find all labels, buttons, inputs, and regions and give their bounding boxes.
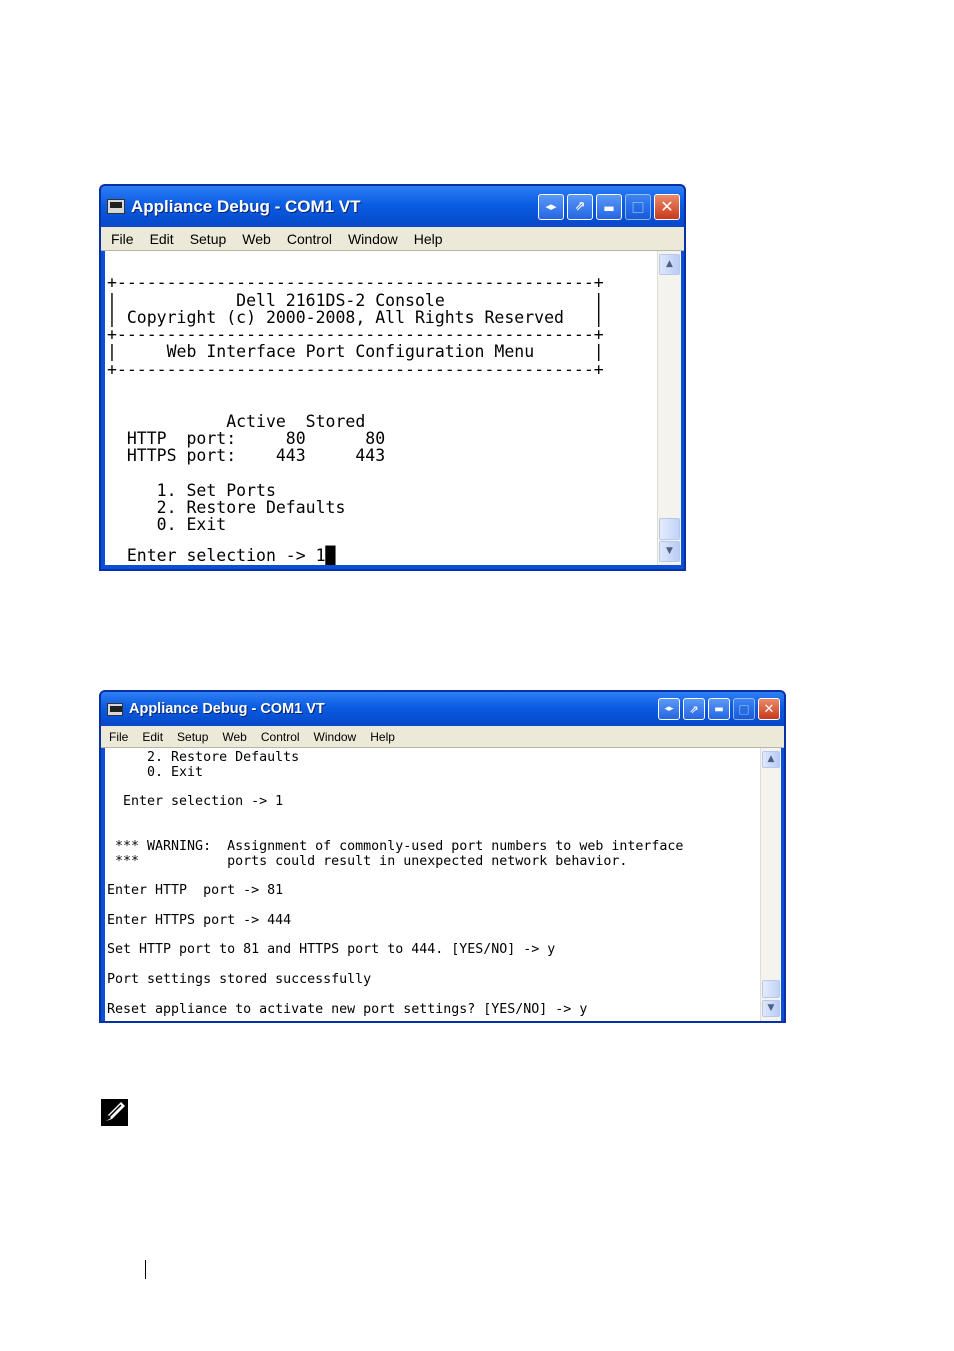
terminal-line: +------------------------------------------------+ [107, 359, 604, 379]
terminal-line: 0. Exit [107, 764, 204, 780]
menu-help[interactable]: Help [413, 230, 443, 247]
terminal-line: Active Stored [107, 411, 366, 431]
menu-web[interactable]: Web [222, 729, 247, 744]
terminal-output [107, 751, 683, 1017]
vt-terminal-icon [107, 199, 125, 214]
vertical-scrollbar[interactable] [760, 748, 781, 1021]
terminal-line: 0. Exit [107, 515, 227, 535]
menu-setup[interactable]: Setup [189, 230, 227, 247]
terminal-line: | Copyright (c) 2000-2008, All Rights Reserved | [107, 307, 604, 327]
switch-arrows-button[interactable]: ◂▸ [658, 698, 680, 720]
vertical-scrollbar[interactable] [657, 251, 681, 565]
terminal-line: +------------------------------------------------+ [107, 273, 604, 293]
detach-button[interactable]: ⇗ [683, 698, 705, 720]
menu-bar [101, 227, 684, 251]
scroll-thumb[interactable] [659, 518, 680, 540]
window-title: Appliance Debug - COM1 VT [131, 196, 361, 216]
window-title: Appliance Debug - COM1 VT [129, 701, 325, 717]
terminal-line: 1. Set Ports [107, 480, 276, 500]
menu-file[interactable]: File [111, 230, 134, 247]
menu-control[interactable]: Control [260, 729, 300, 744]
terminal-line: +------------------------------------------------+ [107, 325, 604, 345]
close-button[interactable]: ✕ [654, 194, 680, 220]
menu-window[interactable]: Window [313, 729, 357, 744]
terminal-line: HTTP port: 80 80 [107, 428, 386, 448]
menu-help[interactable]: Help [370, 729, 395, 744]
text-cursor: █ [325, 546, 336, 565]
close-button[interactable]: ✕ [758, 698, 780, 720]
terminal-line: 2. Restore Defaults [107, 498, 346, 518]
scroll-up-button[interactable]: ▲ [659, 254, 680, 275]
terminal-output [107, 257, 604, 534]
menu-control[interactable]: Control [286, 230, 332, 247]
terminal-line: Enter HTTPS port -> 444 [107, 912, 292, 928]
maximize-button[interactable]: □ [625, 194, 651, 220]
terminal-screen[interactable] [105, 251, 657, 565]
terminal-line: Set HTTP port to 81 and HTTPS port to 444. [YES/NO] -> y [107, 942, 556, 958]
terminal-line: Port settings stored successfully [107, 971, 372, 987]
minimize-button[interactable]: ▬ [708, 698, 730, 720]
maximize-button[interactable]: □ [733, 698, 755, 720]
page-footer-rule [145, 1260, 146, 1279]
terminal-line: HTTPS port: 443 443 [107, 446, 386, 466]
menu-web[interactable]: Web [242, 230, 271, 247]
scroll-up-button[interactable]: ▲ [762, 751, 780, 768]
menu-file[interactable]: File [109, 729, 129, 744]
vt-terminal-icon [107, 703, 123, 716]
menu-edit[interactable]: Edit [142, 729, 164, 744]
terminal-window-bottom [99, 690, 786, 1023]
menu-window[interactable]: Window [347, 230, 398, 247]
scroll-down-button[interactable]: ▼ [762, 1000, 780, 1017]
terminal-line: *** WARNING: Assignment of commonly-used port numbers to web interface [107, 838, 684, 854]
terminal-line: 2. Restore Defaults [107, 750, 300, 765]
terminal-line: Enter selection -> 1 [107, 794, 284, 810]
terminal-window-top [99, 184, 686, 571]
selection-prompt: Enter selection -> 1█ [107, 546, 336, 565]
minimize-button[interactable]: ▬ [596, 194, 622, 220]
title-bar[interactable] [101, 692, 784, 726]
terminal-line: | Web Interface Port Configuration Menu | [107, 342, 604, 362]
scroll-down-button[interactable]: ▼ [659, 541, 680, 562]
terminal-line: *** ports could result in unexpected network behavior. [107, 853, 628, 869]
terminal-line: Reset appliance to activate new port settings? [YES/NO] -> y [107, 1001, 588, 1017]
terminal-line: | Dell 2161DS-2 Console | [107, 290, 604, 310]
menu-bar [101, 726, 784, 748]
detach-button[interactable]: ⇗ [567, 194, 593, 220]
menu-edit[interactable]: Edit [149, 230, 174, 247]
scroll-thumb[interactable] [762, 980, 780, 998]
menu-setup[interactable]: Setup [177, 729, 209, 744]
note-pencil-icon [100, 1096, 130, 1128]
terminal-screen[interactable] [105, 748, 760, 1021]
terminal-line: Enter HTTP port -> 81 [107, 883, 284, 899]
title-bar[interactable] [101, 186, 684, 227]
switch-arrows-button[interactable]: ◂▸ [538, 194, 564, 220]
